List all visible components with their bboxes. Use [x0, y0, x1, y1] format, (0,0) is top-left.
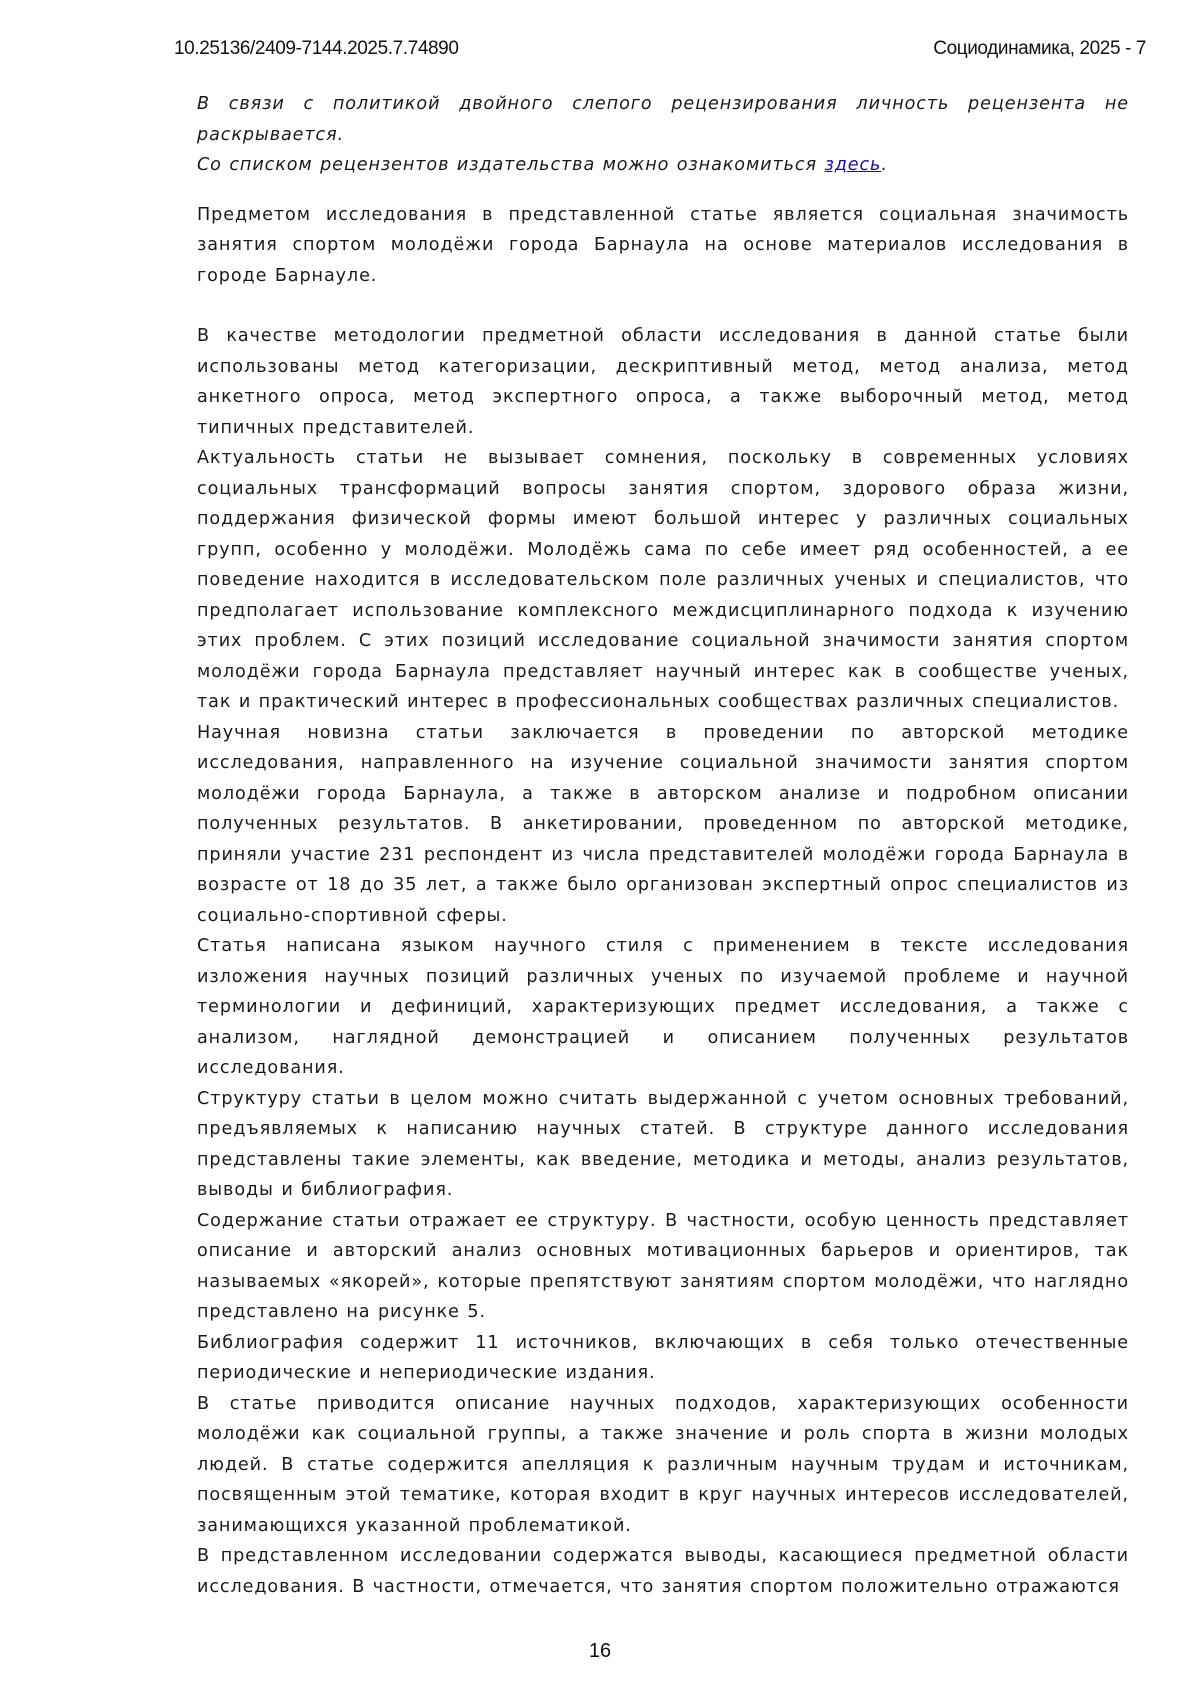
reviewers-list-text: Со списком рецензентов издательства можно ознакомиться — [197, 155, 824, 175]
journal-title: Социодинамика, 2025 - 7 — [933, 38, 1146, 60]
paragraph-conclusions: В представленном исследовании содержатся выводы, касающиеся предметной области исследования. В частности, отмечается, что занятия спортом положительно отражаются — [197, 1541, 1129, 1602]
review-body — [197, 89, 1129, 1602]
doi-text: 10.25136/2409-7144.2025.7.74890 — [174, 38, 459, 60]
reviewers-list-link[interactable]: здесь — [824, 155, 881, 175]
paragraph-appeal: В статье приводится описание научных подходов, характеризующих особенности молодёжи как социальной группы, а также значение и роль спорта в жизни молодых людей. В статье содержится апелляция к различным научным трудам и источникам, посвященным этой тематике, которая входит в круг научных интересов исследователей, занимающихся указанной проблематикой. — [197, 1389, 1129, 1542]
reviewers-list-period: . — [881, 155, 888, 175]
review-policy-notice: В связи с политикой двойного слепого рецензирования личность рецензента не раскрывается. — [197, 89, 1129, 150]
paragraph-style: Статья написана языком научного стиля с применением в тексте исследования изложения научных позиций различных ученых по изучаемой проблеме и научной терминологии и дефиниций, характеризующих предмет исследования, а также с анализом, наглядной демонстрацией и описанием полученных результатов исследования. — [197, 931, 1129, 1084]
page-number: 16 — [0, 1640, 1200, 1663]
paragraph-structure: Структуру статьи в целом можно считать выдержанной с учетом основных требований, предъявляемых к написанию научных статей. В структуре данного исследования представлены такие элементы, как введение, методика и методы, анализ результатов, выводы и библиография. — [197, 1084, 1129, 1206]
paragraph-content: Содержание статьи отражает ее структуру. В частности, особую ценность представляет описание и авторский анализ основных мотивационных барьеров и ориентиров, так называемых «якорей», которые препятствуют занятиям спортом молодёжи, что наглядно представлено на рисунке 5. — [197, 1206, 1129, 1328]
paragraph-relevance: Актуальность статьи не вызывает сомнения, поскольку в современных условиях социальных трансформаций вопросы занятия спортом, здорового образа жизни, поддержания физической формы имеют большой интерес у различных социальных групп, особенно у молодёжи. Молодёжь сама по себе имеет ряд особенностей, а ее поведение находится в исследовательском поле различных ученых и специалистов, что предполагает использование комплексного междисциплинарного подхода к изучению этих проблем. С этих позиций исследование социальной значимости занятия спортом молодёжи города Барнаула представляет научный интерес как в сообществе ученых, так и практический интерес в профессиональных сообществах различных специалистов. — [197, 443, 1129, 718]
paragraph-methodology: В качестве методологии предметной области исследования в данной статье были использованы метод категоризации, дескриптивный метод, метод анализа, метод анкетного опроса, метод экспертного опроса, а также выборочный метод, метод типичных представителей. — [197, 321, 1129, 443]
running-header — [174, 38, 1146, 64]
paragraph-subject: Предметом исследования в представленной статье является социальная значимость занятия спортом молодёжи города Барнаула на основе материалов исследования в городе Барнауле. — [197, 200, 1129, 292]
paragraph-novelty: Научная новизна статьи заключается в проведении по авторской методике исследования, направленного на изучение социальной значимости занятия спортом молодёжи города Барнаула, а также в авторском анализе и подробном описании полученных результатов. В анкетировании, проведенном по авторской методике, приняли участие 231 респондент из числа представителей молодёжи города Барнаула в возрасте от 18 до 35 лет, а также было организован экспертный опрос специалистов из социально-спортивной сферы. — [197, 718, 1129, 932]
reviewers-list-line — [197, 150, 1129, 181]
paragraph-bibliography: Библиография содержит 11 источников, включающих в себя только отечественные периодические и непериодические издания. — [197, 1328, 1129, 1389]
